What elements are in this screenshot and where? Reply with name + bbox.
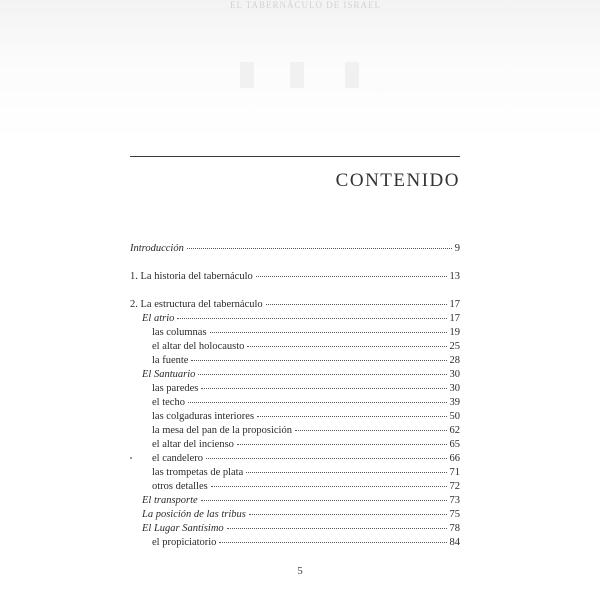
toc-row-chapter-2 (130, 298, 460, 312)
toc-label: El atrio (142, 313, 175, 324)
bleed-through-mark (290, 62, 304, 88)
toc-row (130, 410, 460, 424)
toc-label: La posición de las tribus (142, 509, 246, 520)
toc-label: el candelero (152, 453, 204, 464)
toc-row (130, 522, 460, 536)
dot-leader (188, 401, 447, 403)
dot-leader (201, 499, 447, 501)
toc-row (130, 480, 460, 494)
toc-page: 72 (449, 481, 460, 492)
dot-leader (211, 485, 447, 487)
toc-row (130, 536, 460, 550)
toc-page: 9 (454, 243, 460, 254)
toc-page: 17 (449, 299, 460, 310)
toc-label: Introducción (130, 243, 184, 254)
bleed-through-mark (240, 62, 254, 88)
page-number: 5 (297, 565, 303, 577)
toc-page: 39 (449, 397, 460, 408)
dot-leader (257, 415, 446, 417)
toc-page: 84 (449, 537, 460, 548)
toc-row (130, 354, 460, 368)
toc-label: el propiciatorio (152, 537, 217, 548)
bleed-through-header: EL TABERNÁCULO DE ISRAEL (230, 0, 382, 10)
toc-row (130, 508, 460, 522)
toc-page: 62 (449, 425, 460, 436)
dot-leader (198, 373, 446, 375)
toc-label: el altar del incienso (152, 439, 234, 450)
toc-label: El Lugar Santísimo (142, 523, 224, 534)
toc-page: 30 (449, 369, 460, 380)
toc-label: El Santuario (142, 369, 196, 380)
toc-page: 65 (449, 439, 460, 450)
toc-label: las paredes (152, 383, 199, 394)
toc-row (130, 382, 460, 396)
toc-label: 2. La estructura del tabernáculo (130, 299, 263, 310)
dot-leader (191, 359, 446, 361)
toc-label: las columnas (152, 327, 207, 338)
toc-label: El transporte (142, 495, 198, 506)
page-title: CONTENIDO (335, 170, 460, 191)
dot-leader (187, 247, 452, 249)
toc-row-chapter-1 (130, 270, 460, 284)
toc-label: las colgaduras interiores (152, 411, 255, 422)
toc-label: las trompetas de plata (152, 467, 244, 478)
dot-leader (247, 345, 446, 347)
toc-label: el techo (152, 397, 185, 408)
dot-leader (266, 303, 447, 305)
toc-page: 50 (449, 411, 460, 422)
toc-page: 78 (449, 523, 460, 534)
toc-page: 19 (449, 327, 460, 338)
bleed-through-mark (345, 62, 359, 88)
toc-row (130, 424, 460, 438)
toc-row (130, 340, 460, 354)
toc-page: 71 (449, 467, 460, 478)
toc-label: la mesa del pan de la proposición (152, 425, 292, 436)
toc-row (130, 312, 460, 326)
toc-label: 1. La historia del tabernáculo (130, 271, 253, 282)
dot-leader (256, 275, 447, 277)
dot-leader (295, 429, 447, 431)
toc-page: 66 (449, 453, 460, 464)
dot-leader (210, 331, 447, 333)
toc-page: 28 (449, 355, 460, 366)
dot-leader (227, 527, 447, 529)
toc-page: 25 (449, 341, 460, 352)
toc-page: 30 (449, 383, 460, 394)
toc-row (130, 452, 460, 466)
toc-page: 75 (449, 509, 460, 520)
toc-page: 13 (449, 271, 460, 282)
dot-leader (206, 457, 446, 459)
toc-row (130, 438, 460, 452)
toc-page: 17 (449, 313, 460, 324)
toc-row (130, 466, 460, 480)
toc-row-intro (130, 242, 460, 256)
toc-label: el altar del holocausto (152, 341, 245, 352)
table-of-contents (130, 242, 460, 550)
toc-row (130, 396, 460, 410)
toc-row (130, 326, 460, 340)
dot-leader (201, 387, 446, 389)
toc-row (130, 494, 460, 508)
stray-mark (130, 457, 132, 459)
toc-page: 73 (449, 495, 460, 506)
dot-leader (249, 513, 447, 515)
dot-leader (237, 443, 447, 445)
toc-label: otros detalles (152, 481, 208, 492)
toc-label: la fuente (152, 355, 189, 366)
title-rule (130, 156, 460, 157)
toc-row (130, 368, 460, 382)
dot-leader (177, 317, 446, 319)
dot-leader (246, 471, 446, 473)
dot-leader (219, 541, 446, 543)
